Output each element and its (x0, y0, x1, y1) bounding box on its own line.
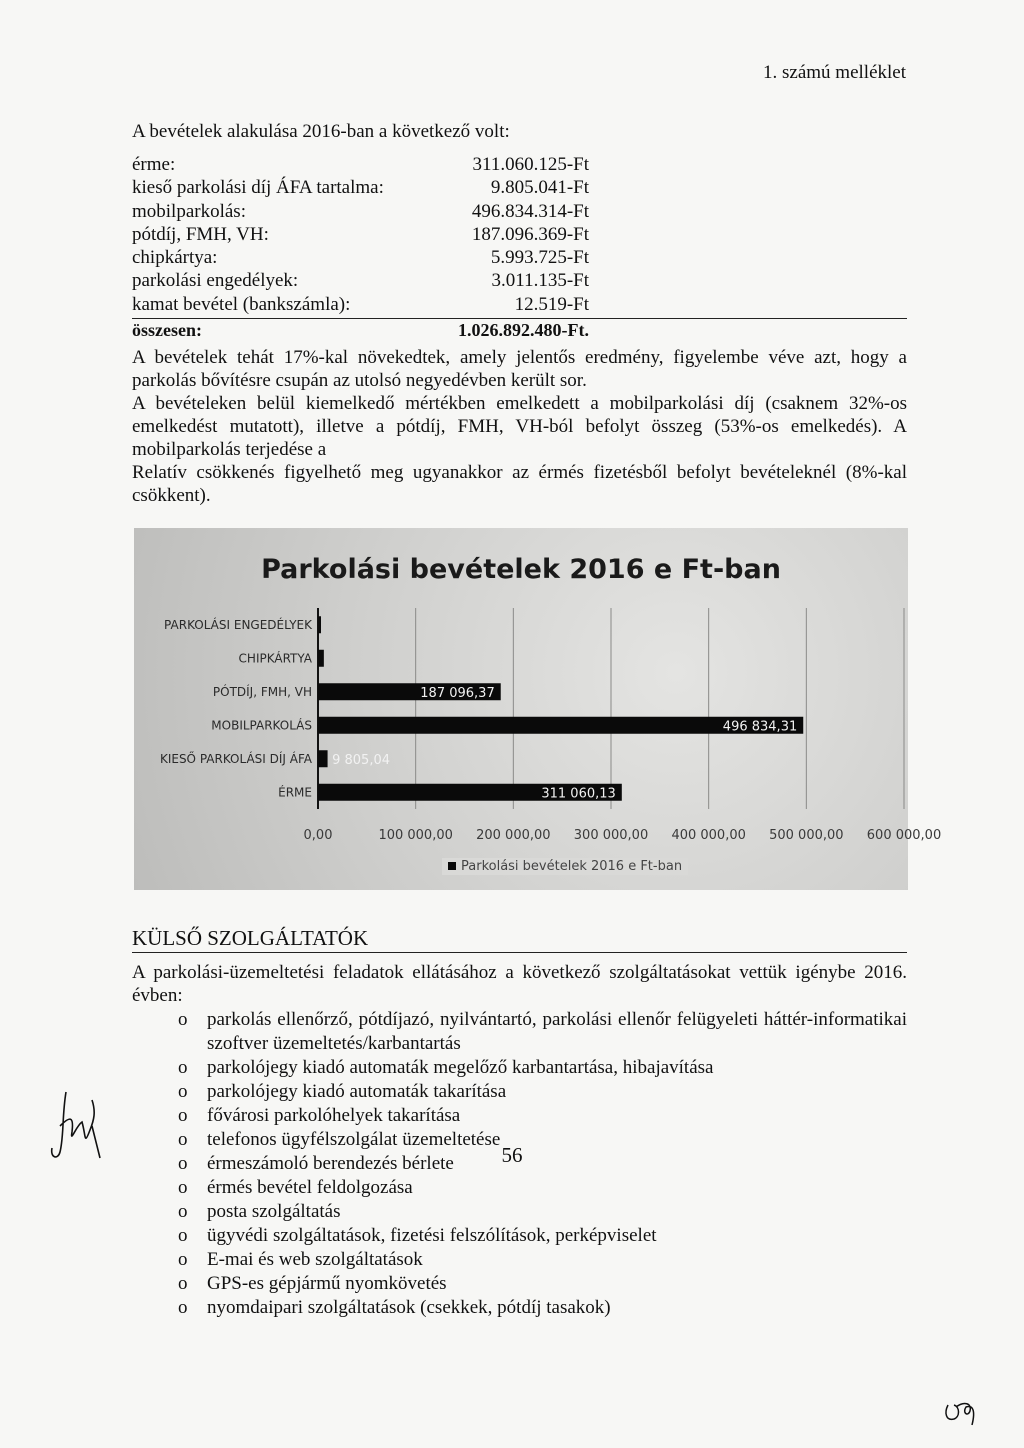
revenue-label: parkolási engedélyek: (132, 270, 299, 292)
revenue-label: chipkártya: (132, 247, 218, 269)
bullet: o (178, 1105, 188, 1126)
category-label: MOBILPARKOLÁS (211, 718, 312, 733)
total-value: 1.026.892.480-Ft. (458, 320, 589, 340)
handwritten-signature (48, 1086, 128, 1166)
bar (318, 650, 324, 667)
data-label: 9 805,04 (332, 752, 390, 768)
revenue-row (132, 269, 907, 292)
revenue-row (132, 246, 907, 269)
service-text: ügyvédi szolgáltatások, fizetési felszólítások, perképviselet (207, 1225, 657, 1246)
service-text: parkolójegy kiadó automaták megelőző karbantartása, hibajavítása (207, 1057, 714, 1078)
category-label: ÉRME (278, 785, 312, 800)
bullet: o (178, 1129, 188, 1150)
revenue-value: 187.096.369-Ft (471, 223, 589, 245)
revenue-label: érme: (132, 154, 176, 175)
page-number: 56 (501, 1143, 523, 1167)
revenue-value: 12.519-Ft (514, 293, 589, 315)
x-tick-label: 300 000,00 (573, 828, 649, 843)
handwritten-page-mark (942, 1395, 992, 1431)
x-tick-label: 200 000,00 (476, 828, 551, 843)
paragraph: A bevételek tehát 17%-kal növekedtek, amely jelentős eredmény, figyelembe véve azt, hogy a parkolás bővítésre csupán az utolsó negyedévben került sor. (132, 347, 907, 391)
bullet: o (178, 1081, 188, 1102)
paragraph: Relatív csökkenés figyelhető meg ugyanakkor az érmés fizetésből befolyt bevételeknél (8%-kal csökkent). (132, 462, 907, 506)
legend-label: Parkolási bevételek 2016 e Ft-ban (461, 859, 683, 874)
paragraph: A bevételeken belül kiemelkedő mértékben emelkedett a mobilparkolási díj (csaknem 32%-os emelkedést mutatott), illetve a pótdíj, FMH, VH-ból befolyt összeg (53%-os emelkedés). A mobilparkolás terjedése a (132, 393, 907, 460)
service-text: parkolójegy kiadó automaták takarítása (207, 1081, 507, 1102)
list-item (132, 1104, 907, 1128)
revenue-value: 496.834.314-Ft (471, 200, 589, 222)
service-text: fővárosi parkolóhelyek takarítása (207, 1105, 461, 1126)
bullet: o (178, 1225, 188, 1246)
service-text: GPS-es gépjármű nyomkövetés (207, 1273, 447, 1294)
chart-title: Parkolási bevételek 2016 e Ft-ban (261, 554, 781, 585)
category-label: CHIPKÁRTYA (238, 651, 312, 666)
bar (318, 616, 321, 633)
revenue-label: kamat bevétel (bankszámla): (132, 293, 351, 315)
list-item (132, 1056, 907, 1080)
revenue-label: kieső parkolási díj ÁFA tartalma: (132, 177, 384, 199)
revenue-value: 5.993.725-Ft (490, 247, 589, 269)
revenue-value: 9.805.041-Ft (490, 177, 589, 199)
data-label: 187 096,37 (420, 685, 495, 701)
list-item (132, 1200, 907, 1224)
service-text: érmés bevétel feldolgozása (207, 1177, 413, 1198)
list-item (132, 1296, 907, 1320)
x-tick-label: 100 000,00 (378, 828, 453, 843)
service-text: telefonos ügyfélszolgálat üzemeltetése (207, 1129, 501, 1150)
service-text: parkolás ellenőrző, pótdíjazó, nyilvántartó, parkolási ellenőr felügyeleti háttér-informatikai szoftver üzemeltetés/karbantartás (207, 1009, 907, 1054)
service-text: érmeszámoló berendezés bérlete (207, 1153, 454, 1174)
service-text: nyomdaipari szolgáltatások (csekkek, pótdíj tasakok) (207, 1297, 611, 1318)
service-text: posta szolgáltatás (207, 1201, 341, 1222)
annex-label: 1. számú melléklet (763, 62, 906, 83)
revenue-row (132, 176, 907, 199)
revenue-row (132, 200, 907, 223)
x-tick-label: 600 000,00 (866, 828, 942, 843)
bullet: o (178, 1009, 188, 1030)
x-tick-label: 0,00 (303, 828, 333, 843)
x-tick-label: 500 000,00 (769, 828, 844, 843)
chart-legend (442, 858, 688, 875)
revenue-total-row (132, 318, 907, 341)
category-label: PÓTDÍJ, FMH, VH (212, 684, 312, 699)
bullet: o (178, 1177, 188, 1198)
bar (318, 750, 328, 767)
revenue-label: pótdíj, FMH, VH: (132, 223, 269, 245)
revenue-table (132, 153, 907, 340)
chart-plot (134, 528, 942, 890)
list-item (132, 1008, 907, 1056)
revenue-row (132, 293, 907, 316)
analysis-paragraphs (132, 346, 907, 507)
section-title: KÜLSŐ SZOLGÁLTATÓK (132, 926, 907, 953)
services-intro: A parkolási-üzemeltetési feladatok ellátásához a következő szolgáltatásokat vettük igénybe 2016. évben: (132, 962, 907, 1006)
category-label: KIESŐ PARKOLÁSI DÍJ ÁFA (159, 751, 312, 766)
revenue-row (132, 223, 907, 246)
revenue-value: 3.011.135-Ft (491, 270, 589, 292)
revenue-intro: A bevételek alakulása 2016-ban a következő volt: (132, 121, 510, 142)
list-item (132, 1248, 907, 1272)
x-tick-label: 400 000,00 (671, 828, 746, 843)
revenue-label: mobilparkolás: (132, 200, 246, 222)
data-label: 496 834,31 (722, 719, 798, 735)
revenue-row (132, 153, 907, 176)
total-label: összesen: (132, 320, 202, 340)
bullet: o (178, 1249, 188, 1270)
legend-swatch (448, 862, 456, 870)
category-label: PARKOLÁSI ENGEDÉLYEK (164, 617, 312, 632)
revenue-chart (134, 528, 942, 890)
bullet: o (178, 1201, 188, 1222)
revenue-value: 311.060.125-Ft (472, 154, 589, 175)
bullet: o (178, 1057, 188, 1078)
list-item (132, 1176, 907, 1200)
list-item (132, 1272, 907, 1296)
service-text: E-mai és web szolgáltatások (207, 1249, 423, 1270)
data-label: 311 060,13 (541, 786, 616, 802)
list-item (132, 1080, 907, 1104)
bullet: o (178, 1273, 188, 1294)
list-item (132, 1224, 907, 1248)
bullet: o (178, 1153, 188, 1174)
bullet: o (178, 1297, 188, 1318)
